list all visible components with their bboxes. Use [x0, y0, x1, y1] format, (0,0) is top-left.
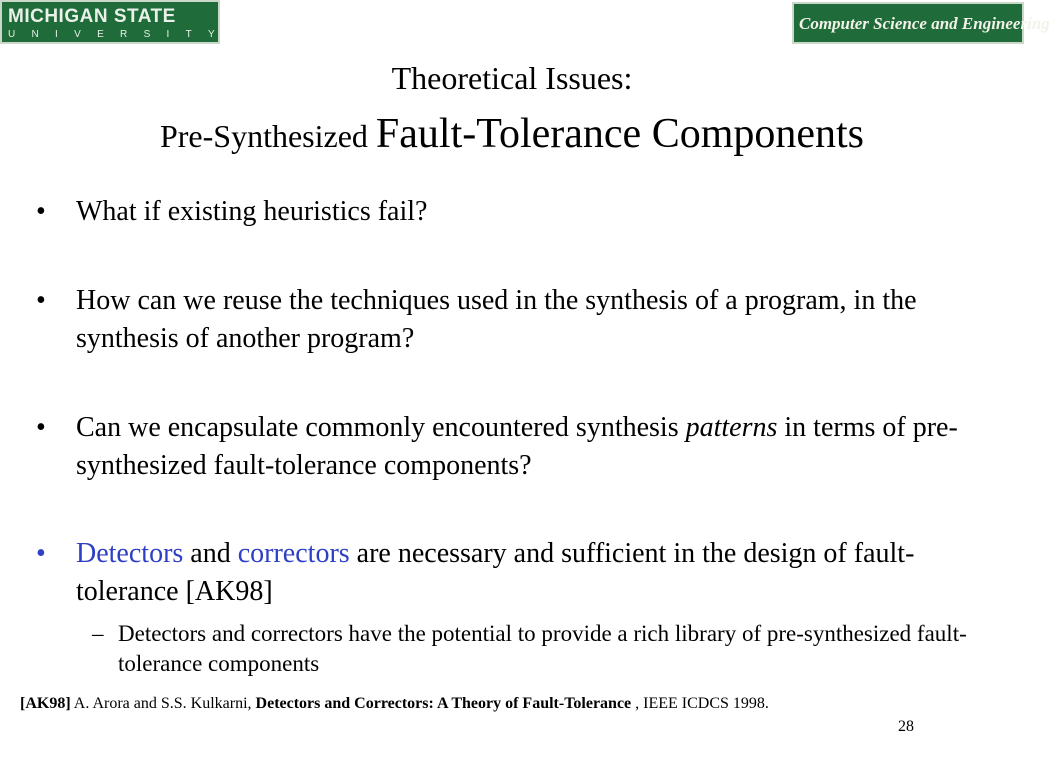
- sub-bullet-text: Detectors and correctors have the potential to provide a rich library of pre-synthesized fault-tolerance components: [118, 621, 967, 676]
- slide-title-main: Fault-Tolerance Components: [375, 111, 865, 157]
- bullet-text-part: are necessary and sufficient in the design of fault-tolerance [AK98]: [76, 538, 915, 607]
- sub-bullet-marker: –: [92, 621, 104, 646]
- detectors-term: Detectors: [76, 538, 184, 569]
- bullet-marker: •: [36, 412, 46, 443]
- correctors-term: correctors: [237, 538, 350, 569]
- bullet-marker: •: [36, 538, 46, 569]
- slide-title-line1: Theoretical Issues:: [391, 60, 633, 96]
- bullet-marker: •: [36, 196, 46, 227]
- reference-citation: [20, 694, 1010, 714]
- cse-logo-text: Computer Science and Engineering: [799, 14, 1050, 33]
- bullet-marker: •: [36, 285, 46, 316]
- bullet-text-part: in terms of pre-synthesized fault-tolerance components?: [76, 412, 958, 481]
- msu-logo-line1: MICHIGAN STATE: [8, 6, 176, 27]
- bullet-text-part: and: [183, 538, 238, 569]
- bullet-text: [76, 535, 996, 611]
- reference-tag: [AK98]: [20, 695, 71, 712]
- msu-logo-line2: UNIVERSITY: [8, 29, 232, 40]
- msu-logo: [0, 0, 232, 44]
- bullet-text-part: Can we encapsulate commonly encountered synthesis: [76, 412, 686, 443]
- cse-logo: [792, 2, 1050, 44]
- slide-title-prefix: Pre-Synthesized: [159, 118, 376, 154]
- bullet-text: [76, 409, 996, 485]
- bullet-italic-word: patterns: [685, 412, 778, 443]
- bullet-text: What if existing heuristics fail?: [76, 196, 428, 227]
- bullet-text: How can we reuse the techniques used in the synthesis of a program, in the synthesis of another program?: [76, 285, 917, 354]
- reference-venue: , IEEE ICDCS 1998.: [631, 695, 769, 712]
- slide-title-line2: [0, 108, 1024, 162]
- reference-authors: A. Arora and S.S. Kulkarni,: [70, 695, 256, 712]
- reference-paper-title: Detectors and Correctors: A Theory of Fault-Tolerance: [255, 695, 632, 712]
- page-number: 28: [898, 718, 914, 735]
